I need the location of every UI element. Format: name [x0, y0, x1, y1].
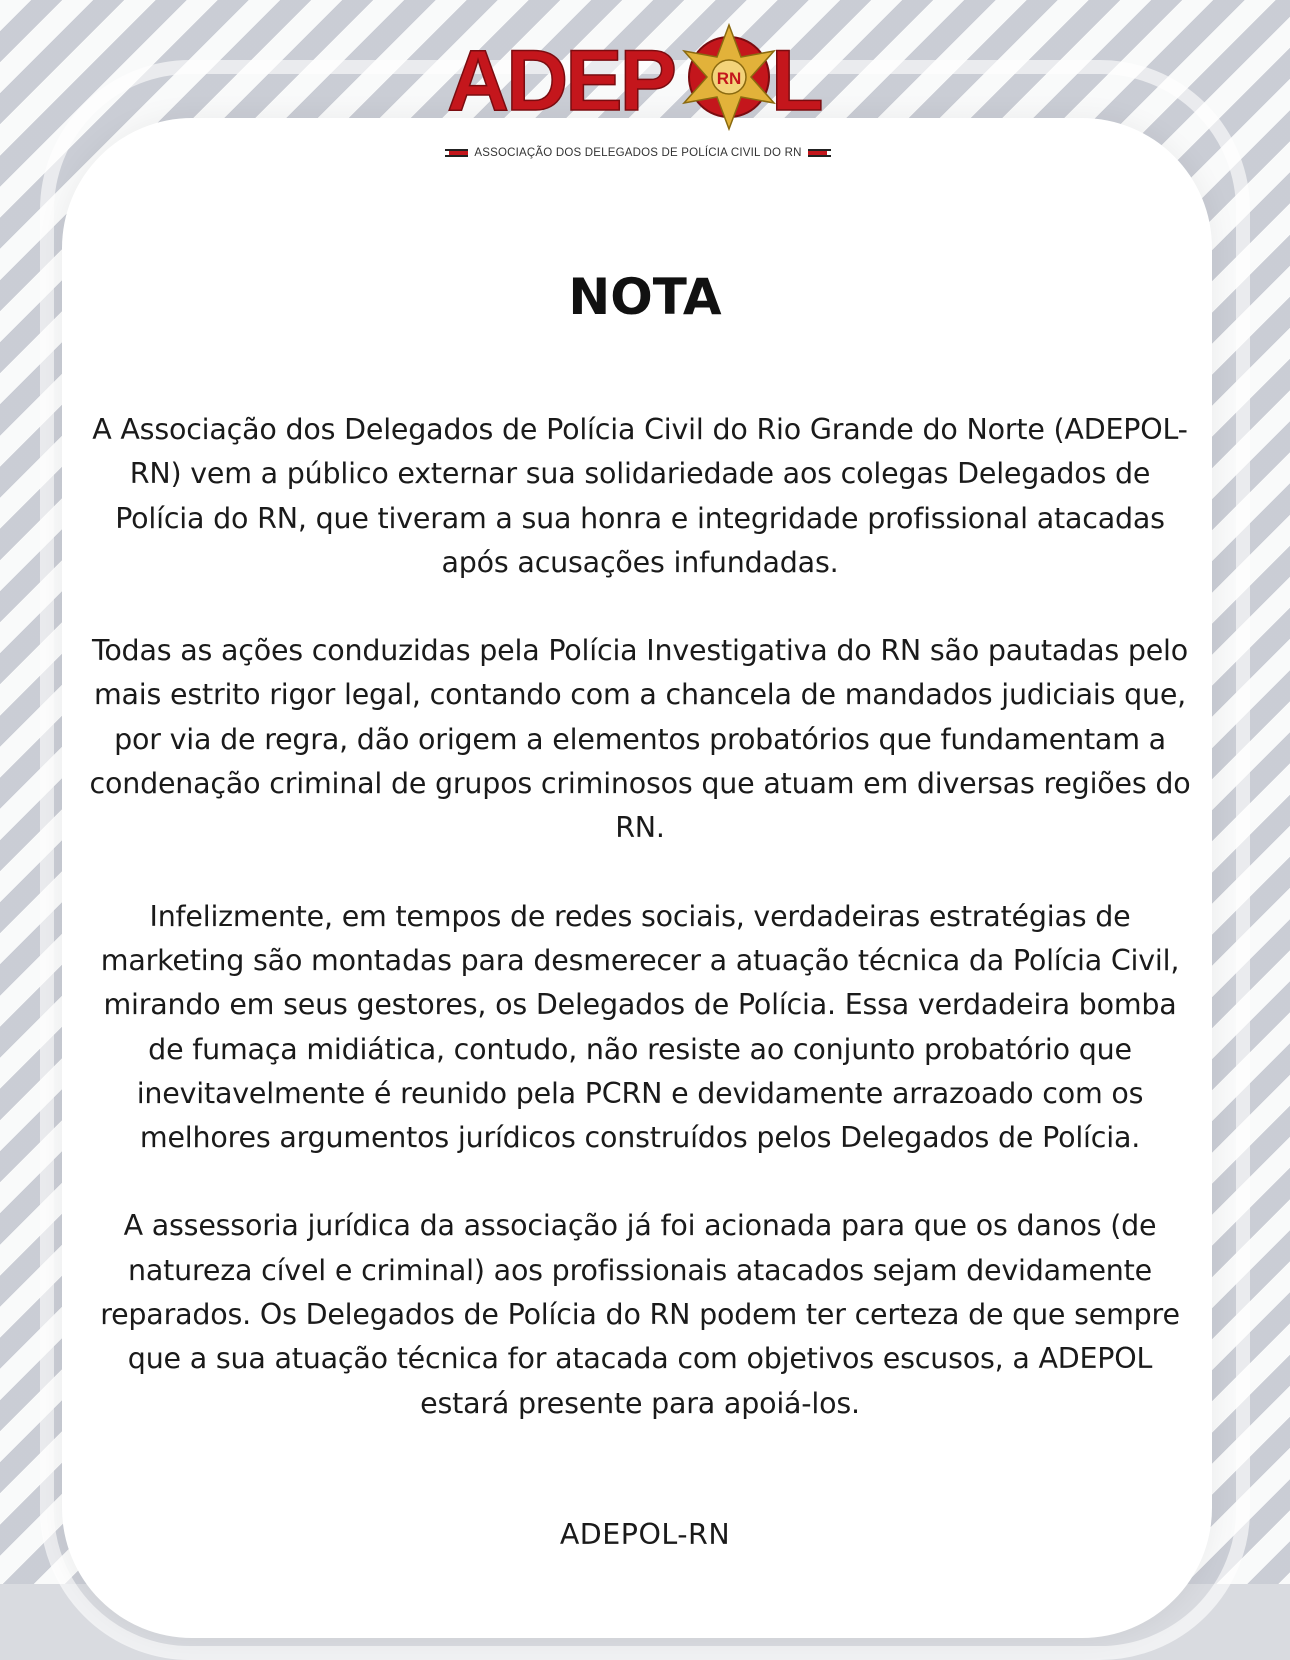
logo-subtitle-banner — [445, 138, 831, 168]
adepol-logo — [445, 22, 845, 172]
adepol-logo-graphic — [445, 22, 831, 140]
badge-text: RN — [716, 69, 742, 88]
paragraph-4: A assessoria jurídica da associação já foi acionada para que os danos (de natureza cível e criminal) aos profissionais atacados sejam devidamente reparados. Os Delegados de Polícia do RN podem ter certeza de que sempre que a sua atuação técnica for atacada com objetivos escusos, a ADEPOL estará presente para apoiá-los. — [100, 1209, 1180, 1420]
signature: ADEPOL-RN — [559, 1518, 731, 1551]
logo-subtitle: ASSOCIAÇÃO DOS DELEGADOS DE POLÍCIA CIVIL DO RN — [468, 147, 807, 159]
logo-word-left: ADEP — [447, 33, 674, 129]
star-badge-icon — [684, 25, 774, 129]
page-title: NOTA — [568, 268, 722, 326]
note-body — [88, 408, 1192, 1470]
subtitle-accent-right — [805, 151, 827, 155]
paragraph-3: Infelizmente, em tempos de redes sociais, verdadeiras estratégias de marketing são montadas para desmerecer a atuação técnica da Polícia Civil, mirando em seus gestores, os Delegados de Polícia. Essa verdadeira bomba de fumaça midiática, contudo, não resiste ao conjunto probatório que inevitavelmente é reunido pela PCRN e devidamente arrazoado com os melhores argumentos jurídicos construídos pelos Delegados de Polícia. — [100, 899, 1180, 1155]
paragraph-1: A Associação dos Delegados de Polícia Civil do Rio Grande do Norte (ADEPOL-RN) vem a público externar sua solidariedade aos colegas Delegados de Polícia do RN, que tiveram a sua honra e integridade profissional atacadas após acusações infundadas. — [92, 413, 1188, 579]
logo-word-right: L — [771, 33, 824, 129]
paragraph-2: Todas as ações conduzidas pela Polícia Investigativa do RN são pautadas pelo mais estrito rigor legal, contando com a chancela de mandados judiciais que, por via de regra, dão origem a elementos probatórios que fundamentam a condenação criminal de grupos criminosos que atuam em diversas regiões do RN. — [89, 634, 1191, 845]
